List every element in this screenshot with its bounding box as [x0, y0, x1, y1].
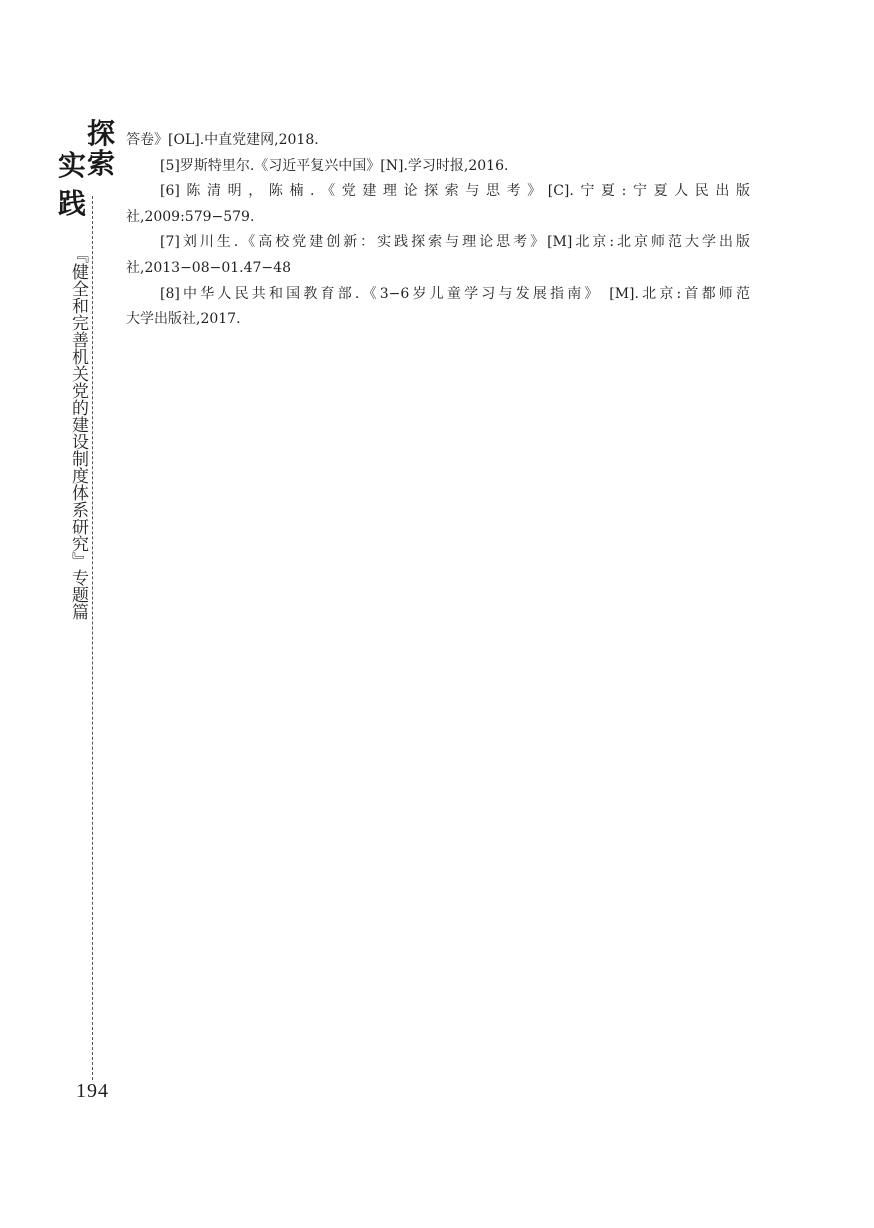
reference-list [126, 128, 750, 333]
logo-char: 探 [87, 117, 116, 150]
tansuo-shijian-logo [58, 117, 120, 230]
reference-item-8: [8]中华人民共和国教育部.《3−6岁儿童学习与发展指南》 [M].北京:首都师范 [160, 285, 750, 302]
logo-char: 践 [58, 187, 87, 220]
reference-line: 大学出版社,2017. [126, 311, 241, 328]
reference-line: 答卷》[OL].中直党建网,2018. [126, 132, 319, 148]
reference-line: 社,2013−08−01.47−48 [126, 259, 291, 276]
logo-char: 索 [87, 147, 116, 180]
reference-item-5: [5]罗斯特里尔.《习近平复兴中国》[N].学习时报,2016. [160, 157, 509, 174]
vertical-dashed-divider [92, 196, 93, 1080]
reference-item-6: [6]陈清明，陈楠.《党建理论探索与思考》[C].宁夏:宁夏人民出版 [160, 183, 750, 200]
reference-item-7: [7]刘川生.《高校党建创新：实践探索与理论思考》[M]北京:北京师范大学出版 [160, 234, 750, 251]
series-title-vertical: 『健全和完善机关党的建设制度体系研究』专题篇 [68, 246, 88, 620]
logo-char: 实 [58, 149, 87, 182]
page-number: 194 [76, 1080, 109, 1102]
reference-line: 社,2009:579−579. [126, 208, 255, 225]
